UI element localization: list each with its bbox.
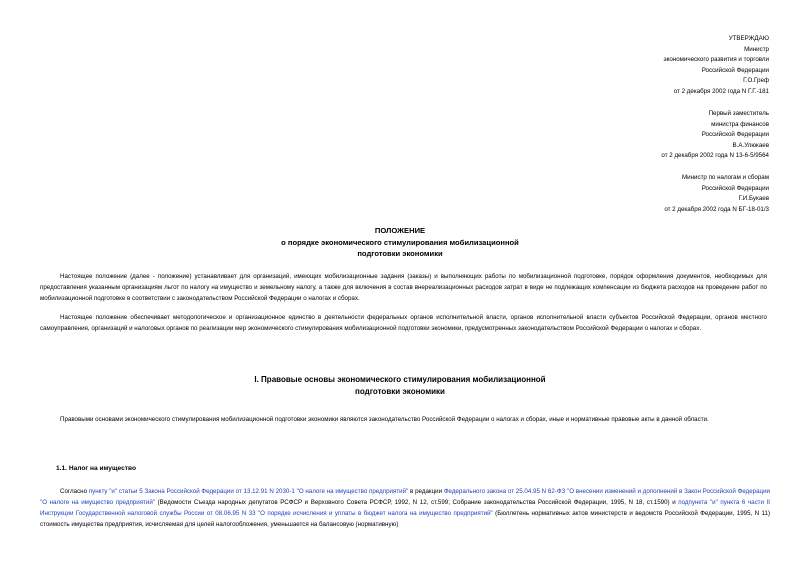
title-line: ПОЛОЖЕНИЕ [374, 226, 426, 235]
approval-signatory: Г.И.Букаев [738, 195, 769, 203]
section-heading-line: I. Правовые основы экономического стимулирования мобилизационной [254, 375, 546, 384]
paragraph-scope: Настоящее положение обеспечивает методологическое и организационное единство в деятельности федеральных органов исполнительной власти, органов исполнительной власти субъектов Российской Федерации, органов местного самоуправления, организаций и налоговых органов по реализации мер экономического стимулирования мобилизационной подготовки экономики, предусмотренных законодательством Российской Федерации о налогах и сборах. [40, 314, 767, 332]
federal-law-link[interactable]: Федерального закона от 25.04.95 N 62-ФЗ "О внесении изменений и дополнений в Закон Российской Федерации "О налоге на имущество предприятий" [40, 488, 770, 506]
approval-line: Российской Федерации [701, 66, 769, 74]
title-line: подготовки экономики [357, 249, 443, 258]
paragraph-legal-basis: Правовыми основами экономического стимулирования мобилизационной подготовки экономики являются законодательство Российской Федерации о налогах и сборах, иные и нормативные правовые акты в данной области. [60, 416, 709, 423]
approval-signatory: В.А.Улюкаев [732, 141, 769, 149]
approval-line: Российской Федерации [701, 184, 769, 192]
approval-line: экономического развития и торговли [663, 56, 769, 64]
section-heading-line: подготовки экономики [355, 386, 445, 396]
approval-line: Министр [744, 45, 769, 53]
paragraph-text: Согласно [60, 488, 89, 495]
approval-block-ministry-finance [661, 109, 769, 162]
approval-date: от 2 декабря 2002 года N БГ-18-01/3 [664, 205, 769, 213]
paragraph-text: (Ведомости Съезда народных депутатов РСФСР и Верховного Совета РСФСР, 1992, N 12, ст.599; Собрание законодательства Российской Федерации, 1995, N 18, ст.1590) и [155, 499, 679, 506]
law-link[interactable]: пункту "и" статьи 5 Закона Российской Федерации от 13.12.91 N 2030-1 "О налоге на имущество предприятий" [88, 488, 409, 495]
paragraph-property-tax [40, 486, 770, 530]
section-heading [200, 374, 600, 397]
approval-block-ministry-economy [663, 34, 769, 98]
approval-date: от 2 декабря 2002 года N 13-6-5/9564 [661, 152, 769, 160]
subsection-heading: 1.1. Налог на имущество [56, 465, 136, 472]
paragraph-intro: Настоящее положение (далее - положение) устанавливает для организаций, имеющих мобилизационные задания (заказы) и выполняющих работы по мобилизационной подготовке, порядок оформления документов, необходимых для предоставления указанным организациям льгот по налогу на имущество и земельному налогу, а также для включения в состав внереализационных расходов затрат в виде не подлежащих компенсации из бюджета расходов на проведение работ по мобилизационной подготовке в соответствии с законодательством Российской Федерации о налогах и сборах. [40, 273, 767, 302]
instruction-link[interactable]: подпункта "и" пункта 6 части II Инструкции Государственной налоговой службы России от 08.06.95 N 33 "О порядке исчисления и уплаты в бюджет налога на имущество предприятий" [40, 499, 771, 517]
approval-date: от 2 декабря 2002 года N Г.Г.-181 [673, 87, 769, 95]
approval-line: Министр по налогам и сборам [682, 174, 769, 181]
approval-block-ministry-taxes [664, 173, 769, 215]
approval-heading: УТВЕРЖДАЮ [728, 35, 769, 42]
document-title [200, 225, 600, 260]
approval-line: Первый заместитель [708, 110, 769, 117]
paragraph-text: (Бюллетень нормативных актов министерств и ведомств Российской Федерации, 1995, N 11) стоимость имущества предприятия, исчисляемая для целей налогообложения, уменьшается на балансовую (нормативную) [40, 510, 770, 528]
approval-line: Российской Федерации [701, 131, 769, 139]
paragraph-text: в редакции [408, 488, 444, 495]
approval-signatory: Г.О.Греф [743, 77, 769, 85]
approval-line: министра финансов [711, 120, 769, 128]
title-line: о порядке экономического стимулирования мобилизационной [281, 237, 519, 247]
